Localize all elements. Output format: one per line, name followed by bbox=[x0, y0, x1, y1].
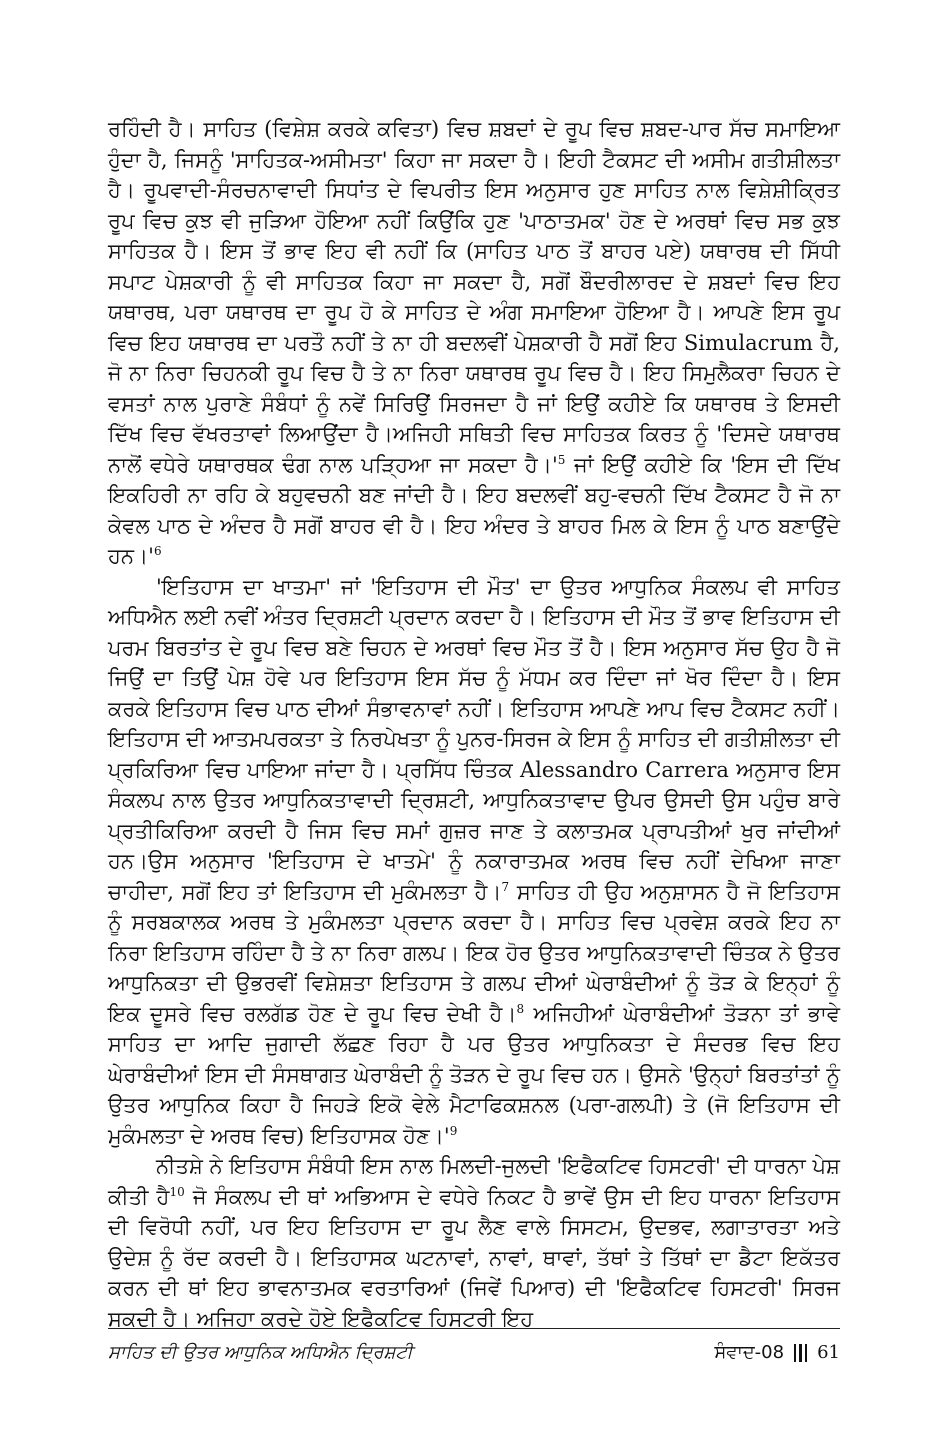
footnote-marker: 5 bbox=[557, 452, 566, 467]
paragraph bbox=[108, 1151, 840, 1334]
footnote-marker: 7 bbox=[501, 879, 510, 894]
paragraph-text: ਨੀਤਸ਼ੇ ਨੇ ਇਤਿਹਾਸ ਸੰਬੰਧੀ ਇਸ ਨਾਲ ਮਿਲਦੀ-ਜੁਲਦੀ 'ਇਫੈਕਟਿਵ ਹਿਸਟਰੀ' ਦੀ ਧਾਰਨਾ ਪੇਸ਼ ਕੀਤੀ ਹੈ bbox=[108, 1154, 840, 1209]
paragraph bbox=[108, 572, 840, 1152]
separator-bars-icon bbox=[794, 1344, 807, 1362]
footnote-marker: 8 bbox=[516, 1001, 525, 1016]
footer-rule bbox=[108, 1328, 840, 1329]
issue-label: ਸੰਵਾਦ-08 bbox=[714, 1342, 785, 1363]
body-text bbox=[108, 114, 840, 1334]
paragraph-text: ਅਜਿਹੀਆਂ ਘੇਰਾਬੰਦੀਆਂ ਤੋੜਨਾ ਤਾਂ ਭਾਵੇ ਸਾਹਿਤ ਦਾ ਆਦਿ ਜੁਗਾਦੀ ਲੱਛਣ ਰਿਹਾ ਹੈ ਪਰ ਉਤਰ ਆਧੁਨਿਕਤਾ ਦੇ ਸੰਦਰਭ ਵਿਚ ਇਹ ਘੇਰਾਬੰਦੀਆਂ ਇਸ ਦੀ ਸੰਸਥਾਗਤ ਘੇਰਾਬੰਦੀ ਨੂੰ ਤੋੜਨ ਦੇ ਰੂਪ ਵਿਚ ਹਨ। ਉਸਨੇ 'ਉਨ੍ਹਾਂ ਬਿਰਤਾਂਤਾਂ ਨੂੰ ਉਤਰ ਆਧੁਨਿਕ ਕਿਹਾ ਹੈ ਜਿਹੜੇ ਇਕੋ ਵੇਲੇ ਮੈਟਾਫਿਕਸ਼ਨਲ (ਪਰਾ-ਗਲਪੀ) ਤੇ (ਜੋ ਇਤਿਹਾਸ ਦੀ ਮੁਕੰਮਲਤਾ ਦੇ ਅਰਥ ਵਿਚ) ਇਤਿਹਾਸਕ ਹੋਣ।' bbox=[108, 1001, 841, 1148]
paragraph-text: 'ਇਤਿਹਾਸ ਦਾ ਖਾਤਮਾ' ਜਾਂ 'ਇਤਿਹਾਸ ਦੀ ਮੌਤ' ਦਾ ਉਤਰ ਆਧੁਨਿਕ ਸੰਕਲਪ ਵੀ ਸਾਹਿਤ ਅਧਿਐਨ ਲਈ ਨਵੀਂ ਅੰਤਰ ਦ੍ਰਿਸ਼ਟੀ ਪ੍ਰਦਾਨ ਕਰਦਾ ਹੈ। ਇਤਿਹਾਸ ਦੀ ਮੌਤ ਤੋਂ ਭਾਵ ਇਤਿਹਾਸ ਦੀ ਪਰਮ ਬਿਰਤਾਂਤ ਦੇ ਰੂਪ ਵਿਚ ਬਣੇ ਚਿਹਨ ਦੇ ਅਰਥਾਂ ਵਿਚ ਮੌਤ ਤੋਂ ਹੈ। ਇਸ ਅਨੁਸਾਰ ਸੱਚ ਉਹ ਹੈ ਜੋ ਜਿਉਂ ਦਾ ਤਿਉਂ ਪੇਸ਼ ਹੋਵੇ ਪਰ ਇਤਿਹਾਸ ਇਸ ਸੱਚ ਨੂੰ ਮੱਧਮ ਕਰ ਦਿੰਦਾ ਜਾਂ ਖੋਰ ਦਿੰਦਾ ਹੈ। ਇਸ ਕਰਕੇ ਇਤਿਹਾਸ ਵਿਚ ਪਾਠ ਦੀਆਂ ਸੰਭਾਵਨਾਵਾਂ ਨਹੀਂ। ਇਤਿਹਾਸ ਆਪਣੇ ਆਪ ਵਿਚ ਟੈਕਸਟ ਨਹੀਂ। ਇਤਿਹਾਸ ਦੀ ਆਤਮਪਰਕਤਾ ਤੇ ਨਿਰਪੇਖਤਾ ਨੂੰ ਪੁਨਰ-ਸਿਰਜ ਕੇ ਇਸ ਨੂੰ ਸਾਹਿਤ ਦੀ ਗਤੀਸ਼ੀਲਤਾ ਦੀ ਪ੍ਰਕਿਰਿਆ ਵਿਚ ਪਾਇਆ ਜਾਂਦਾ ਹੈ। ਪ੍ਰਸਿੱਧ ਚਿੰਤਕ Alessandro Carrera ਅਨੁਸਾਰ ਇਸ ਸੰਕਲਪ ਨਾਲ ਉਤਰ ਆਧੁਨਿਕਤਾਵਾਦੀ ਦ੍ਰਿਸ਼ਟੀ, ਆਧੁਨਿਕਤਾਵਾਦ ਉਪਰ ਉਸਦੀ ਉਸ ਪਹੁੰਚ ਬਾਰੇ ਪ੍ਰਤੀਕਿਰਿਆ ਕਰਦੀ ਹੈ ਜਿਸ ਵਿਚ ਸਮਾਂ ਗੁਜ਼ਰ ਜਾਣ ਤੇ ਕਲਾਤਮਕ ਪ੍ਰਾਪਤੀਆਂ ਖੁਰ ਜਾਂਦੀਆਂ ਹਨ।ਉਸ ਅਨੁਸਾਰ 'ਇਤਿਹਾਸ ਦੇ ਖਾਤਮੇ' ਨੂੰ ਨਕਾਰਾਤਮਕ ਅਰਥ ਵਿਚ ਨਹੀਂ ਦੇਖਿਆ ਜਾਣਾ ਚਾਹੀਦਾ, ਸਗੋਂ ਇਹ ਤਾਂ ਇਤਿਹਾਸ ਦੀ ਮੁਕੰਮਲਤਾ ਹੈ। bbox=[108, 574, 840, 904]
footnote-marker: 9 bbox=[449, 1123, 458, 1138]
footnote-marker: 10 bbox=[169, 1184, 185, 1199]
paragraph bbox=[108, 114, 840, 572]
page-footer-right bbox=[714, 1342, 840, 1363]
running-title: ਸਾਹਿਤ ਦੀ ਉਤਰ ਆਧੁਨਿਕ ਅਧਿਐਨ ਦ੍ਰਿਸ਼ਟੀ bbox=[108, 1342, 413, 1363]
paragraph-text: ਜਾਂ ਇਉਂ ਕਹੀਏ ਕਿ 'ਇਸ ਦੀ ਦਿੱਖ ਇਕਹਿਰੀ ਨਾ ਰਹਿ ਕੇ ਬਹੁਵਚਨੀ ਬਣ ਜਾਂਦੀ ਹੈ। ਇਹ ਬਦਲਵੀਂ ਬਹੁ-ਵਚਨੀ ਦਿੱਖ ਟੈਕਸਟ ਹੈ ਜੋ ਨਾ ਕੇਵਲ ਪਾਠ ਦੇ ਅੰਦਰ ਹੈ ਸਗੋਂ ਬਾਹਰ ਵੀ ਹੈ। ਇਹ ਅੰਦਰ ਤੇ ਬਾਹਰ ਮਿਲ ਕੇ ਇਸ ਨੂੰ ਪਾਠ ਬਣਾਉਂਦੇ ਹਨ।' bbox=[108, 452, 840, 568]
paragraph-text: ਰਹਿੰਦੀ ਹੈ। ਸਾਹਿਤ (ਵਿਸ਼ੇਸ਼ ਕਰਕੇ ਕਵਿਤਾ) ਵਿਚ ਸ਼ਬਦਾਂ ਦੇ ਰੂਪ ਵਿਚ ਸ਼ਬਦ-ਪਾਰ ਸੱਚ ਸਮਾਇਆ ਹੁੰਦਾ ਹੈ, ਜਿਸਨੂੰ 'ਸਾਹਿਤਕ-ਅਸੀਮਤਾ' ਕਿਹਾ ਜਾ ਸਕਦਾ ਹੈ। ਇਹੀ ਟੈਕਸਟ ਦੀ ਅਸੀਮ ਗਤੀਸ਼ੀਲਤਾ ਹੈ। ਰੂਪਵਾਦੀ-ਸੰਰਚਨਾਵਾਦੀ ਸਿਧਾਂਤ ਦੇ ਵਿਪਰੀਤ ਇਸ ਅਨੁਸਾਰ ਹੁਣ ਸਾਹਿਤ ਨਾਲ ਵਿਸ਼ੇਸ਼ੀਕ੍ਰਿਤ ਰੂਪ ਵਿਚ ਕੁਝ ਵੀ ਜੁੜਿਆ ਹੋਇਆ ਨਹੀਂ ਕਿਉਂਕਿ ਹੁਣ 'ਪਾਠਾਤਮਕ' ਹੋਣ ਦੇ ਅਰਥਾਂ ਵਿਚ ਸਭ ਕੁਝ ਸਾਹਿਤਕ ਹੈ। ਇਸ ਤੋਂ ਭਾਵ ਇਹ ਵੀ ਨਹੀਂ ਕਿ (ਸਾਹਿਤ ਪਾਠ ਤੋਂ ਬਾਹਰ ਪਏ) ਯਥਾਰਥ ਦੀ ਸਿੱਧੀ ਸਪਾਟ ਪੇਸ਼ਕਾਰੀ ਨੂੰ ਵੀ ਸਾਹਿਤਕ ਕਿਹਾ ਜਾ ਸਕਦਾ ਹੈ, ਸਗੋਂ ਬੌਦਰੀਲਾਰਦ ਦੇ ਸ਼ਬਦਾਂ ਵਿਚ ਇਹ ਯਥਾਰਥ, ਪਰਾ ਯਥਾਰਥ ਦਾ ਰੂਪ ਹੋ ਕੇ ਸਾਹਿਤ ਦੇ ਅੰਗ ਸਮਾਇਆ ਹੋਇਆ ਹੈ। ਆਪਣੇ ਇਸ ਰੂਪ ਵਿਚ ਇਹ ਯਥਾਰਥ ਦਾ ਪਰਤੌ ਨਹੀਂ ਤੇ ਨਾ ਹੀ ਬਦਲਵੀਂ ਪੇਸ਼ਕਾਰੀ ਹੈ ਸਗੋਂ ਇਹ Simulacrum ਹੈ, ਜੋ ਨਾ ਨਿਰਾ ਚਿਹਨਕੀ ਰੂਪ ਵਿਚ ਹੈ ਤੇ ਨਾ ਨਿਰਾ ਯਥਾਰਥ ਰੂਪ ਵਿਚ ਹੈ। ਇਹ ਸਿਮੁਲੈਕਰਾ ਚਿਹਨ ਦੇ ਵਸਤਾਂ ਨਾਲ ਪੁਰਾਣੇ ਸੰਬੰਧਾਂ ਨੂੰ ਨਵੇਂ ਸਿਰਿਉਂ ਸਿਰਜਦਾ ਹੈ ਜਾਂ ਇਉਂ ਕਹੀਏ ਕਿ ਯਥਾਰਥ ਤੇ ਇਸਦੀ ਦਿੱਖ ਵਿਚ ਵੱਖਰਤਾਵਾਂ ਲਿਆਉਂਦਾ ਹੈ।ਅਜਿਹੀ ਸਥਿਤੀ ਵਿਚ ਸਾਹਿਤਕ ਕਿਰਤ ਨੂੰ 'ਦਿਸਦੇ ਯਥਾਰਥ ਨਾਲੋਂ ਵਧੇਰੇ ਯਥਾਰਥਕ ਢੰਗ ਨਾਲ ਪੜ੍ਹਿਆ ਜਾ ਸਕਦਾ ਹੈ।' bbox=[108, 117, 840, 477]
page-number: 61 bbox=[817, 1342, 840, 1363]
footnote-marker: 6 bbox=[153, 544, 162, 558]
paragraph-text: ਸਾਹਿਤ ਹੀ ਉਹ ਅਨੁਸ਼ਾਸਨ ਹੈ ਜੋ ਇਤਿਹਾਸ ਨੂੰ ਸਰਬਕਾਲਕ ਅਰਥ ਤੇ ਮੁਕੰਮਲਤਾ ਪ੍ਰਦਾਨ ਕਰਦਾ ਹੈ। ਸਾਹਿਤ ਵਿਚ ਪ੍ਰਵੇਸ਼ ਕਰਕੇ ਇਹ ਨਾ ਨਿਰਾ ਇਤਿਹਾਸ ਰਹਿੰਦਾ ਹੈ ਤੇ ਨਾ ਨਿਰਾ ਗਲਪ। ਇਕ ਹੋਰ ਉਤਰ ਆਧੁਨਿਕਤਾਵਾਦੀ ਚਿੰਤਕ ਨੇ ਉਤਰ ਆਧੁਨਿਕਤਾ ਦੀ ਉਭਰਵੀਂ ਵਿਸ਼ੇਸ਼ਤਾ ਇਤਿਹਾਸ ਤੇ ਗਲਪ ਦੀਆਂ ਘੇਰਾਬੰਦੀਆਂ ਨੂੰ ਤੋੜ ਕੇ ਇਨ੍ਹਾਂ ਨੂੰ ਇਕ ਦੂਸਰੇ ਵਿਚ ਰਲਗੱਡ ਹੋਣ ਦੇ ਰੂਪ ਵਿਚ ਦੇਖੀ ਹੈ। bbox=[108, 879, 840, 1026]
paragraph-text: ਜੋ ਸੰਕਲਪ ਦੀ ਥਾਂ ਅਭਿਆਸ ਦੇ ਵਧੇਰੇ ਨਿਕਟ ਹੈ ਭਾਵੇਂ ਉਸ ਦੀ ਇਹ ਧਾਰਨਾ ਇਤਿਹਾਸ ਦੀ ਵਿਰੋਧੀ ਨਹੀਂ, ਪਰ ਇਹ ਇਤਿਹਾਸ ਦਾ ਰੂਪ ਲੈਣ ਵਾਲੇ ਸਿਸਟਮ, ਉਦਭਵ, ਲਗਾਤਾਰਤਾ ਅਤੇ ਉਦੇਸ਼ ਨੂੰ ਰੱਦ ਕਰਦੀ ਹੈ। ਇਤਿਹਾਸਕ ਘਟਨਾਵਾਂ, ਨਾਵਾਂ, ਥਾਵਾਂ, ਤੱਥਾਂ ਤੇ ਤਿੱਥਾਂ ਦਾ ਡੈਟਾ ਇਕੱਤਰ ਕਰਨ ਦੀ ਥਾਂ ਇਹ ਭਾਵਨਾਤਮਕ ਵਰਤਾਰਿਆਂ (ਜਿਵੇਂ ਪਿਆਰ) ਦੀ 'ਇਫੈਕਟਿਵ ਹਿਸਟਰੀ' ਸਿਰਜ ਸਕਦੀ ਹੈ। ਅਜਿਹਾ ਕਰਦੇ ਹੋਏ ਇਫੈਕਟਿਵ ਹਿਸਟਰੀ ਇਹ bbox=[108, 1184, 841, 1331]
